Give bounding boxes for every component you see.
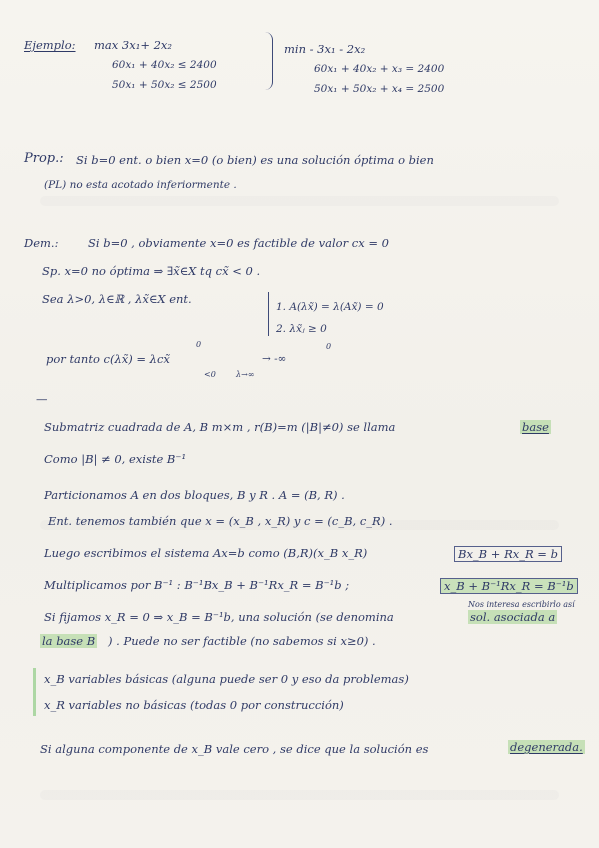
- bleed-through-line: [40, 790, 559, 800]
- section-dash: —: [36, 392, 48, 406]
- sub-line-8: ) . Puede no ser factible (no sabemos si x≥0) .: [108, 634, 376, 648]
- prop-line-2: (PL) no esta acotado inferiormente .: [44, 179, 237, 191]
- prop-line-1: Si b=0 ent. o bien x=0 (o bien) es una solución óptima o bien: [76, 153, 434, 167]
- limit-bottom: <0: [204, 370, 216, 379]
- condition-bar: [268, 292, 269, 336]
- degenerate-sentence: Si alguna componente de x_B vale cero , se dice que la solución es: [40, 742, 429, 756]
- dem-line-4: por tanto c(λx̃) = λcx̃: [46, 352, 170, 366]
- term-degenerate: degenerada.: [510, 740, 583, 754]
- basic-variables: x_B variables básicas (alguna puede ser 0 y eso da problemas): [44, 672, 409, 686]
- variables-marker: [33, 668, 36, 716]
- example-min-line: min - 3x₁ - 2x₂: [284, 42, 366, 56]
- example-min-constraint-2: 50x₁ + 50x₂ + x₄ = 2500: [314, 83, 445, 95]
- example-min-constraint-1: 60x₁ + 40x₂ + x₃ = 2400: [314, 63, 445, 75]
- limit-under: λ→∞: [236, 370, 255, 379]
- example-max-constraint-2: 50x₁ + 50x₂ ≤ 2500: [112, 79, 217, 91]
- term-basis-b: la base B: [42, 634, 96, 648]
- sub-line-3: Particionamos A en dos bloques, B y R . A = (B, R) .: [44, 488, 345, 502]
- dem-condition-2-note: 0: [326, 342, 332, 351]
- dem-label: Dem.:: [24, 236, 59, 250]
- sub-line-4: Ent. tenemos también que x = (x_B , x_R) y c = (c_B, c_R) .: [48, 514, 393, 528]
- limit-top: 0: [196, 340, 202, 349]
- nonbasic-variables: x_R variables no básicas (todas 0 por construcción): [44, 698, 344, 712]
- sub-line-2: Como |B| ≠ 0, existe B⁻¹: [44, 452, 187, 466]
- limit-arrow: → -∞: [262, 353, 287, 365]
- dem-condition-2: 2. λx̃ⱼ ≥ 0: [276, 323, 327, 335]
- sub-line-6: Multiplicamos por B⁻¹ : B⁻¹Bx_B + B⁻¹Rx_R = B⁻¹b ;: [44, 578, 350, 592]
- dem-line-2: Sp. x=0 no óptima ⇒ ∃x̃∈X tq cx̃ < 0 .: [42, 264, 261, 278]
- term-associated-solution: sol. asociada a: [470, 610, 556, 624]
- sub-line-5: Luego escribimos el sistema Ax=b como (B,R)(x_B x_R): [44, 546, 368, 560]
- example-brace: [262, 32, 273, 90]
- term-base: base: [522, 420, 549, 434]
- bleed-through-line: [40, 196, 559, 206]
- dem-line-1: Si b=0 , obviamente x=0 es factible de valor cx = 0: [88, 236, 389, 250]
- boxed-equation-1: Bx_B + Rx_R = b: [454, 546, 562, 562]
- dem-line-3: Sea λ>0, λ∈ℝ , λx̃∈X ent.: [42, 292, 192, 306]
- example-label: Ejemplo:: [24, 38, 76, 52]
- dem-condition-1: 1. A(λx̃) = λ(Ax̃) = 0: [276, 301, 384, 313]
- sub-line-7: Si fijamos x_R = 0 ⇒ x_B = B⁻¹b, una solución (se denomina: [44, 610, 394, 624]
- boxed-equation-2: x_B + B⁻¹Rx_R = B⁻¹b: [440, 578, 578, 594]
- example-max-line: max 3x₁+ 2x₂: [94, 38, 173, 52]
- prop-label: Prop.:: [24, 151, 64, 166]
- note-write-so: Nos interesa escribirlo así: [468, 600, 575, 609]
- example-max-constraint-1: 60x₁ + 40x₂ ≤ 2400: [112, 59, 217, 71]
- sub-line-1: Submatriz cuadrada de A, B m×m , r(B)=m (|B|≠0) se llama: [44, 420, 396, 434]
